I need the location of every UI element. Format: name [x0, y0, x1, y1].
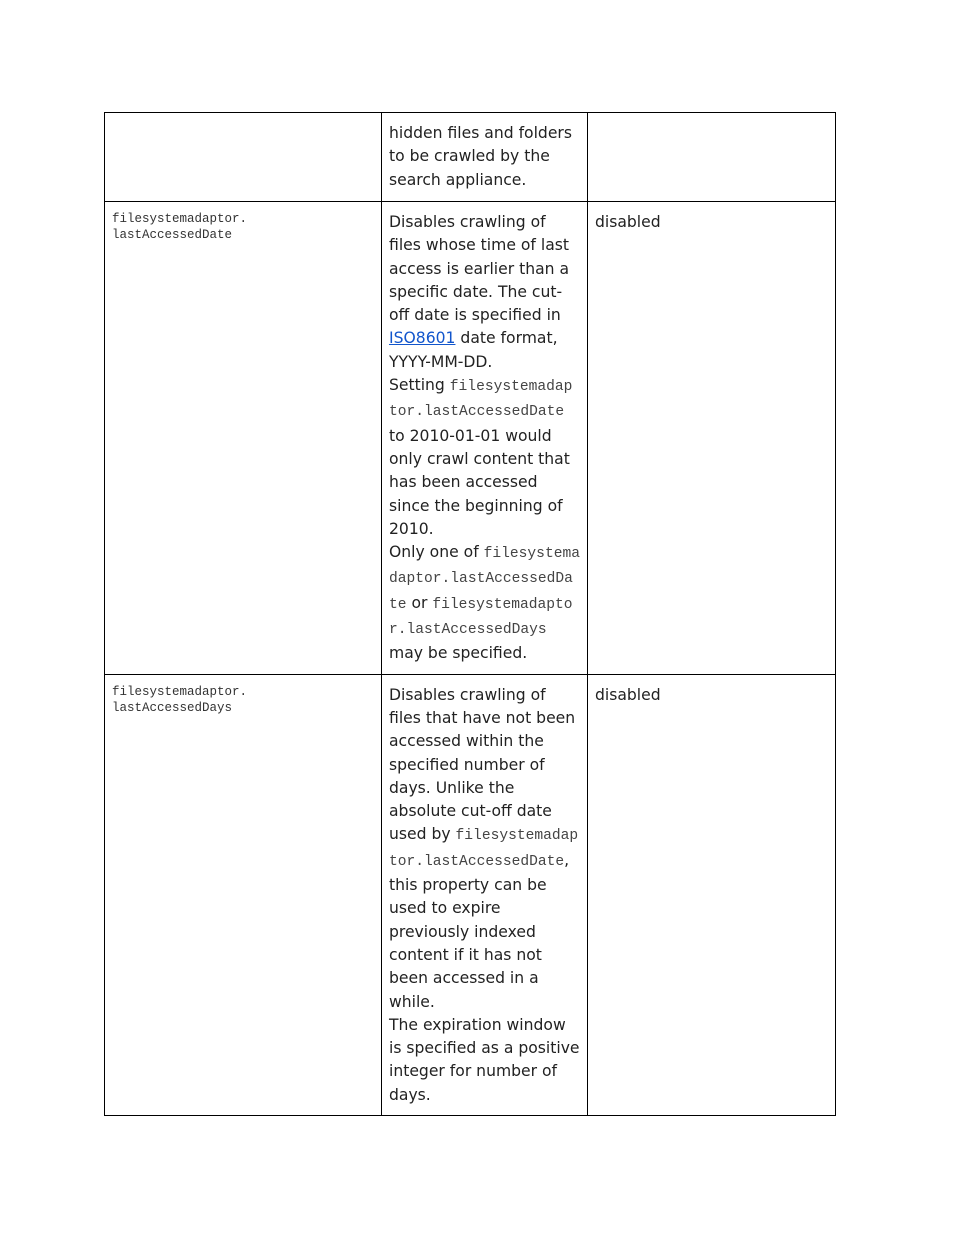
- table-row: [105, 202, 836, 675]
- description-text: Disables crawling of files that have not been accessed within the specified number of days. Unlike the absolute cut-off date used by: [389, 685, 576, 844]
- description-paragraph: [389, 684, 580, 1014]
- description-text: date format, YYYY-MM-DD.: [389, 329, 558, 371]
- property-default-cell: disabled: [588, 674, 836, 1115]
- inline-code: filesystemadaptor.lastAccessedDays: [389, 596, 573, 639]
- description-paragraph: [389, 374, 580, 541]
- inline-code: filesystemadaptor.lastAccessedDate: [389, 379, 573, 421]
- inline-code: filesystemadaptor.lastAccessedDate: [389, 546, 580, 613]
- property-name-cell: filesystemadaptor. lastAccessedDate: [105, 202, 382, 675]
- property-description-cell: [382, 202, 588, 675]
- property-description-cell: [382, 674, 588, 1115]
- description-text: , this property can be used to expire previously indexed content if it has not been accessed in a while.: [389, 850, 570, 1011]
- description-text: may be specified.: [389, 644, 528, 663]
- property-name-cell: filesystemadaptor. lastAccessedDays: [105, 674, 382, 1115]
- description-text: hidden files and folders to be crawled by the search appliance.: [389, 124, 572, 189]
- property-name-cell: [105, 113, 382, 202]
- inline-code: filesystemadaptor.lastAccessedDate: [389, 828, 579, 870]
- properties-table: [104, 112, 836, 1116]
- description-text: or: [406, 593, 433, 612]
- description-text: Setting: [389, 376, 450, 395]
- table-row: [105, 674, 836, 1115]
- description-text: Only one of: [389, 543, 484, 562]
- description-paragraph: [389, 541, 580, 665]
- iso8601-link[interactable]: ISO8601: [389, 329, 456, 348]
- description-text: to 2010-01-01 would only crawl content that has been accessed since the beginning of 2010.: [389, 426, 570, 538]
- property-default-cell: [588, 113, 836, 202]
- property-description-cell: [382, 113, 588, 202]
- table-row: [105, 113, 836, 202]
- description-paragraph: [389, 211, 580, 374]
- property-default-cell: disabled: [588, 202, 836, 675]
- description-text: Disables crawling of files whose time of last access is earlier than a specific date. The cut-off date is specified in: [389, 213, 570, 325]
- description-paragraph: The expiration window is specified as a positive integer for number of days.: [389, 1015, 580, 1104]
